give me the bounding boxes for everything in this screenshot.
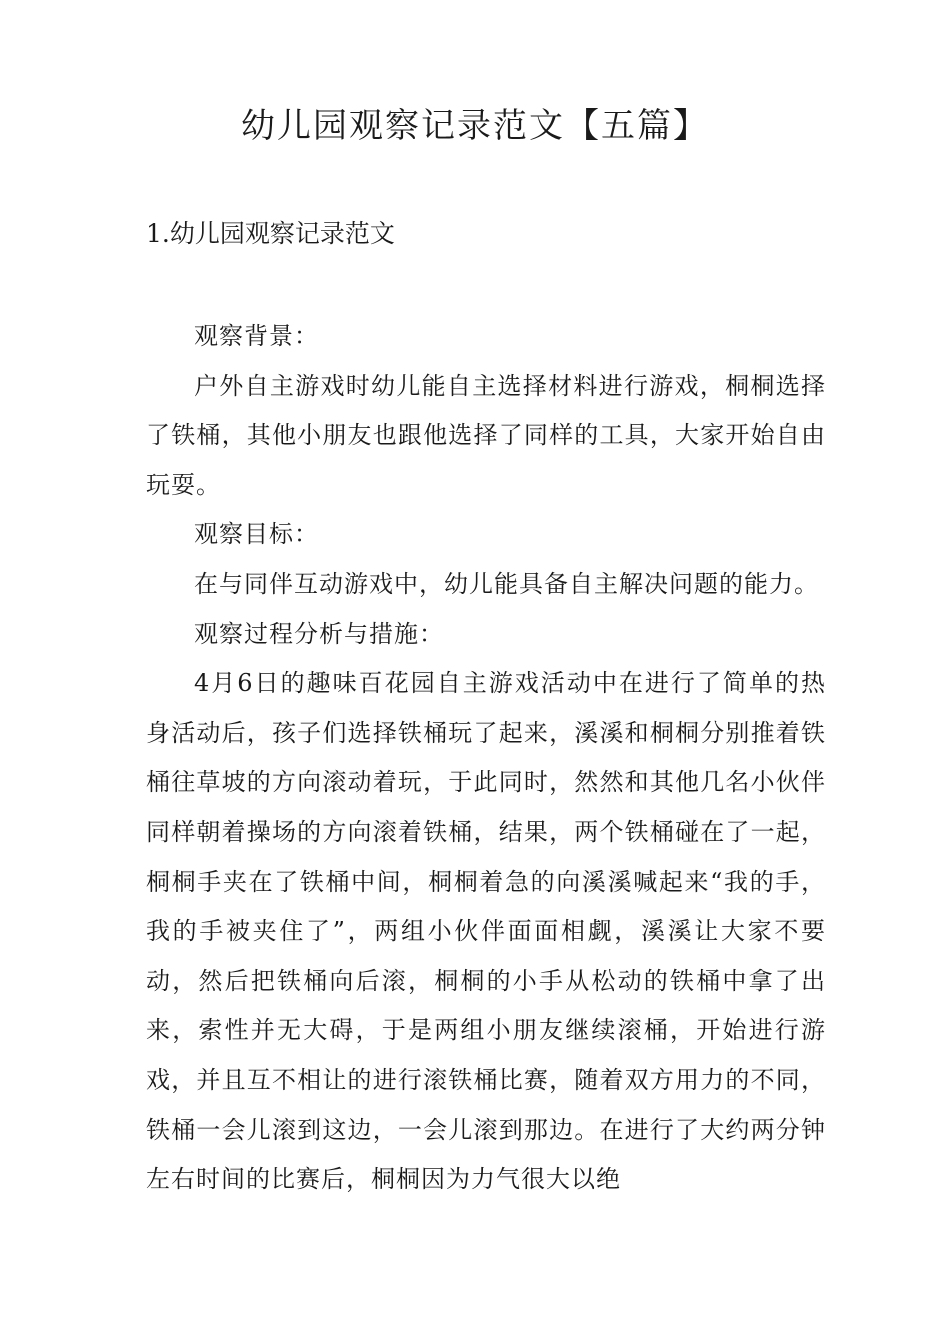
paragraph-observation-goal-label: 观察目标： (194, 520, 319, 549)
document-body (146, 312, 826, 1205)
paragraph-observation-goal: 在与同伴互动游戏中，幼儿能具备自主解决问题的能力。 (194, 569, 819, 598)
paragraph-observation-background-label: 观察背景： (194, 322, 319, 350)
section-heading: 1.幼儿园观察记录范文 (146, 219, 395, 248)
paragraph-process: 4月6日的趣味百花园自主游戏活动中在进行了简单的热身活动后，孩子们选择铁桶玩了起来，溪溪和桐桐分别推着铁桶往草坡的方向滚动着玩，于此同时，然然和其他几名小伙伴同样朝着操场的方向滚着铁桶，结果，两个铁桶碰在了一起，桐桐手夹在了铁桶中间，桐桐着急的向溪溪喊起来“我的手，我的手被夹住了”，两组小伙伴面面相觑，溪溪让大家不要动，然后把铁桶向后滚，桐桐的小手从松动的铁桶中拿了出来，索性并无大碍，于是两组小朋友继续滚桶，开始进行游戏，并且互不相让的进行滚铁桶比赛，随着双方用力的不同，铁桶一会儿滚到这边，一会儿滚到那边。在进行了大约两分钟左右时间的比赛后，桐桐因为力气很大以绝 (146, 669, 826, 1194)
document-title: 幼儿园观察记录范文【五篇】 (241, 106, 709, 146)
paragraph-observation-background: 户外自主游戏时幼儿能自主选择材料进行游戏，桐桐选择了铁桶，其他小朋友也跟他选择了同样的工具，大家开始自由玩耍。 (146, 371, 826, 499)
paragraph-process-label: 观察过程分析与措施： (194, 619, 444, 648)
